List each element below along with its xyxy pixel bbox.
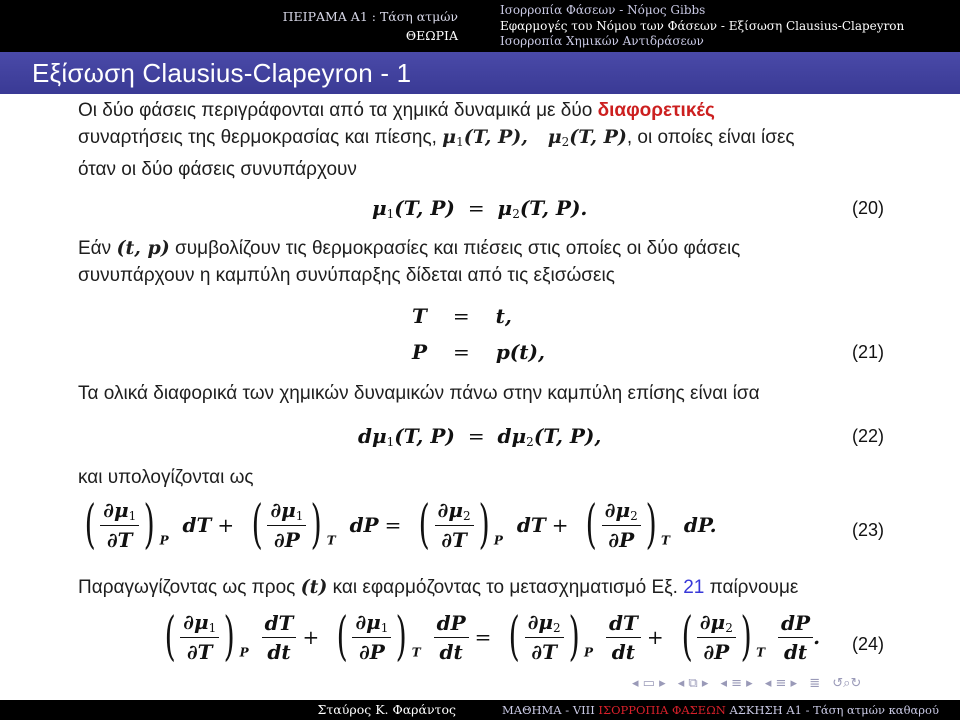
- text-run: Οι δύο φάσεις περιγράφονται από τα χημικά δυναμικά με δύο: [78, 100, 598, 121]
- equation-number: (22): [851, 426, 884, 446]
- equation-reference-link[interactable]: 21: [683, 577, 705, 598]
- math-inline: (t): [300, 576, 328, 598]
- slide-title: Εξίσωση Clausius-Clapeyron - 1: [32, 58, 412, 88]
- header-bar: [0, 0, 960, 52]
- header-subsection-link[interactable]: ΘΕΩΡΙΑ: [405, 28, 458, 43]
- paragraph-differentials: [78, 380, 888, 407]
- footer-highlight: ΙΣΟΡΡΟΠΙΑ ΦΑΣΕΩΝ: [598, 703, 726, 717]
- header-topic-nav: [500, 0, 960, 52]
- equation-21-line-2: P = p(t),: [412, 340, 545, 364]
- text-run: Εάν: [78, 238, 112, 259]
- equation-number: (23): [851, 520, 884, 540]
- math-inline: (t, p): [116, 237, 170, 259]
- nav-prev-part-icon[interactable]: ◂ ≡ ▸: [764, 676, 798, 691]
- nav-prev-section-icon[interactable]: ◂ ≡ ▸: [720, 676, 753, 691]
- slide-title-bar: [0, 52, 960, 94]
- nav-search-icon[interactable]: ↺⌕↻: [832, 676, 862, 691]
- text-run: Παραγωγίζοντας ως προς: [78, 577, 296, 598]
- header-topic-link[interactable]: Ισορροπία Χημικών Αντιδράσεων: [500, 34, 704, 48]
- paragraph-derivative: [78, 574, 888, 601]
- nav-align-icon[interactable]: ≣: [809, 676, 821, 691]
- equation-number: (20): [851, 198, 884, 218]
- footer-author: Σταύρος Κ. Φαράντος: [317, 702, 456, 717]
- text-run: συνυπάρχουν η καμπύλη συνύπαρξης δίδεται από τις εξισώσεις: [78, 265, 615, 286]
- text-run: όταν οι δύο φάσεις συνυπάρχουν: [78, 159, 357, 180]
- beamer-navigation: [628, 676, 865, 692]
- footer-rest: ΑΣΚΗΣΗ Α1 - Τάση ατμών καθαρού: [729, 703, 939, 717]
- text-run: και εφαρμόζοντας το μετασχηματισμό Εξ.: [332, 577, 678, 598]
- equation-number: (21): [851, 342, 884, 362]
- header-topic-link-current[interactable]: Εφαρμογές του Νόμου των Φάσεων - Εξίσωση Clausius-Clapeyron: [500, 18, 905, 33]
- nav-prev-frame-icon[interactable]: ◂ ▭ ▸: [632, 676, 666, 691]
- paragraph-computed: [78, 464, 888, 491]
- footer-author-box: [0, 700, 476, 720]
- header-section-link[interactable]: ΠΕΙΡΑΜΑ Α1 : Τάση ατμών: [282, 9, 458, 24]
- equation-number: (24): [851, 634, 884, 654]
- paragraph-coexistence: [78, 235, 888, 289]
- equation-20: $\mu_1(T$, $P) = \mu_2(T$, P).: [372, 196, 588, 221]
- text-run: , οι οποίες είναι ίσες: [626, 127, 795, 148]
- math-inline: $\mu_1(T$, P), $\mu_2(T$, P): [442, 126, 627, 149]
- header-section-nav: [0, 0, 476, 52]
- nav-prev-subsection-icon[interactable]: ◂ ⧉ ▸: [677, 676, 709, 691]
- equation-24: ( $\frac{\partial\mu_1}{\partial T}$ ) $_P$ $\frac{dT}{dt}$ + ( $\frac{\partial\mu_1}{\partial P}$ ) $_T$ $\frac{dP}{dt}$ = ( $\frac{\partial\mu_2}{\partial T}$ ) $_P$ $\frac{dT}{dt}$ + ( $\frac{\partial\mu_2}{\partial P}$ ) $_T$ $\frac{dP}{dt}$ .: [164, 607, 821, 667]
- emphasis-text: διαφορετικές: [597, 100, 715, 121]
- equation-22: $d\mu_1(T$, $P) = d\mu_2(T$, P),: [358, 424, 602, 449]
- text-run: παίρνουμε: [709, 577, 799, 598]
- footer-course: ΜΑΘΗΜΑ - VIII: [502, 703, 595, 717]
- text-run: Τα ολικά διαφορικά των χημικών δυναμικών πάνω στην καμπύλη επίσης είναι ίσα: [78, 383, 760, 404]
- footer-course-box: [476, 700, 960, 720]
- text-run: συμβολίζουν τις θερμοκρασίες και πιέσεις στις οποίες οι δύο φάσεις: [175, 238, 741, 259]
- paragraph-intro: [78, 97, 888, 183]
- text-run: και υπολογίζονται ως: [78, 467, 254, 488]
- header-topic-link[interactable]: Ισορροπία Φάσεων - Νόμος Gibbs: [500, 3, 706, 17]
- equation-21-line-1: T = t,: [412, 304, 512, 328]
- text-run: συναρτήσεις της θερμοκρασίας και πίεσης,: [78, 127, 437, 148]
- equation-23: ( $\frac{\partial\mu_1}{\partial T}$ ) $_P$ dT + ( $\frac{\partial\mu_1}{\partial P}$ ) $_T$ dP = ( $\frac{\partial\mu_2}{\partial T}$ ) $_P$ dT + ( $\frac{\partial\mu_2}{\partial P}$ ) $_T$ dP.: [84, 495, 717, 555]
